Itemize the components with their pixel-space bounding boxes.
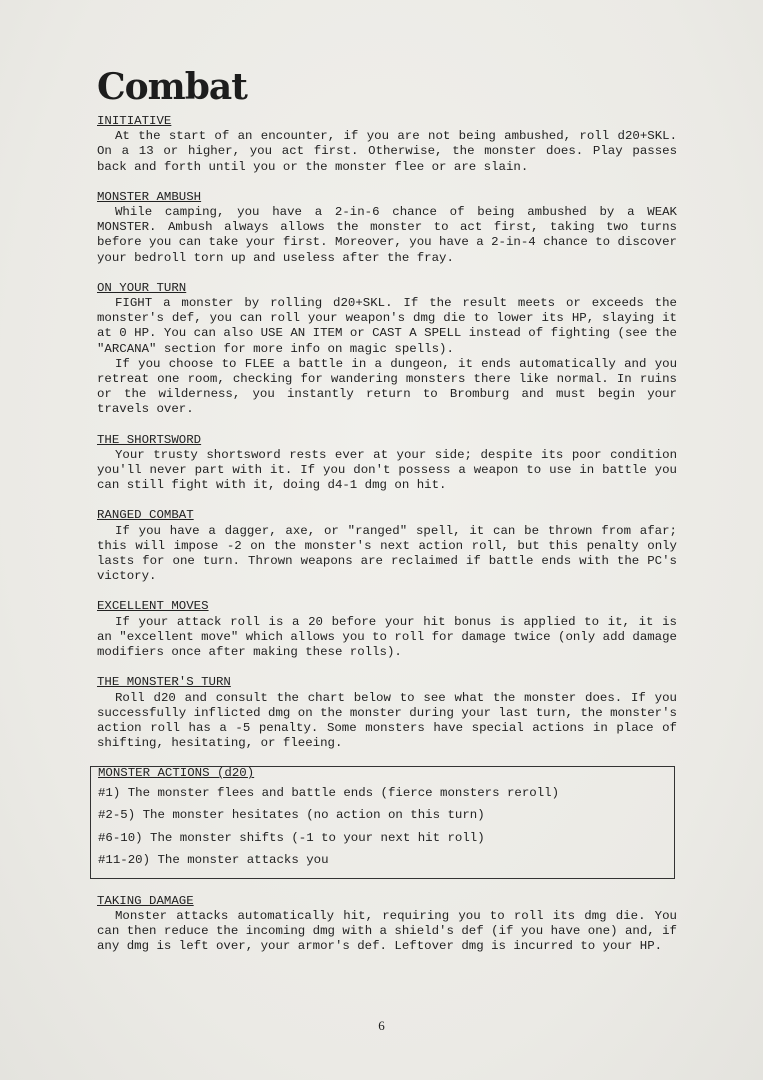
- section-paragraph: At the start of an encounter, if you are not being ambushed, roll d20+SKL. On a 13 or higher, you act first. Otherwise, the monster does. Play passes back and forth until you or the monster flee or are slain.: [97, 129, 677, 174]
- section-paragraph: While camping, you have a 2-in-6 chance of being ambushed by a WEAK MONSTER. Ambush always allows the monster to act first, taking two turns before you can take your first. Moreover, you have a 2-in-4 chance to discover your bedroll torn up and useless after the fray.: [97, 205, 677, 265]
- table-heading: MONSTER ACTIONS (d20): [98, 766, 255, 781]
- section-ranged-combat: [97, 508, 677, 584]
- section-paragraph: If you choose to FLEE a battle in a dungeon, it ends automatically and you retreat one room, checking for wandering monsters there like normal. In ruins or the wilderness, you instantly return to Bromburg and must begin your travels over.: [97, 356, 677, 417]
- monster-actions-table: [90, 766, 675, 878]
- section-monster-ambush: [97, 190, 677, 266]
- section-initiative: [97, 114, 677, 175]
- section-paragraph: Roll d20 and consult the chart below to see what the monster does. If you successfully inflicted dmg on the monster during your last turn, the monster's action roll has a -5 penalty. Some monsters have special actions in place of shifting, hesitating, or fleeing.: [97, 690, 677, 751]
- page-title: Combat: [97, 66, 247, 108]
- page-content: [97, 114, 677, 969]
- section-heading: ON YOUR TURN: [97, 280, 187, 295]
- section-paragraph: Your trusty shortsword rests ever at your side; despite its poor condition you'll never part with it. If you don't possess a weapon to use in battle you can still fight with it, doing d4-1 dmg on hit.: [97, 447, 677, 493]
- section-excellent-moves: [97, 599, 677, 660]
- section-taking-damage: [97, 894, 677, 955]
- section-paragraph: FIGHT a monster by rolling d20+SKL. If the result meets or exceeds the monster's def, you can roll your weapon's dmg die to lower its HP, slaying it at 0 HP. You can also USE AN ITEM or CAST A SPELL instead of fighting (see the "ARCANA" section for more info on magic spells).: [97, 296, 677, 356]
- section-heading: RANGED COMBAT: [97, 508, 194, 523]
- table-row: #2-5) The monster hesitates (no action on this turn): [98, 808, 485, 823]
- table-row: #11-20) The monster attacks you: [98, 853, 329, 868]
- table-row: #1) The monster flees and battle ends (fierce monsters reroll): [98, 785, 560, 800]
- section-heading: THE SHORTSWORD: [97, 432, 202, 447]
- section-heading: INITIATIVE: [97, 114, 172, 128]
- section-heading: EXCELLENT MOVES: [97, 599, 209, 614]
- section-heading: THE MONSTER'S TURN: [97, 675, 231, 690]
- section-paragraph: Monster attacks automatically hit, requiring you to roll its dmg die. You can then reduce the incoming dmg with a shield's def (if you have one) and, if any dmg is left over, your armor's def. Leftover dmg is incurred to your HP.: [97, 908, 677, 954]
- section-monsters-turn: [97, 675, 677, 751]
- table-row: #6-10) The monster shifts (-1 to your next hit roll): [98, 830, 485, 845]
- section-paragraph: If you have a dagger, axe, or "ranged" spell, it can be thrown from afar; this will impose -2 on the monster's next action roll, but this penalty only lasts for one turn. Thrown weapons are reclaimed if battle ends with the PC's victory.: [97, 523, 677, 584]
- section-paragraph: If your attack roll is a 20 before your hit bonus is applied to it, it is an "excellent move" which allows you to roll for damage twice (only add damage modifiers once after making these rolls).: [97, 614, 677, 660]
- page-number: 6: [378, 1018, 385, 1033]
- section-on-your-turn: [97, 281, 677, 418]
- section-heading: MONSTER AMBUSH: [97, 189, 202, 204]
- section-heading: TAKING DAMAGE: [97, 893, 194, 908]
- section-the-shortsword: [97, 433, 677, 494]
